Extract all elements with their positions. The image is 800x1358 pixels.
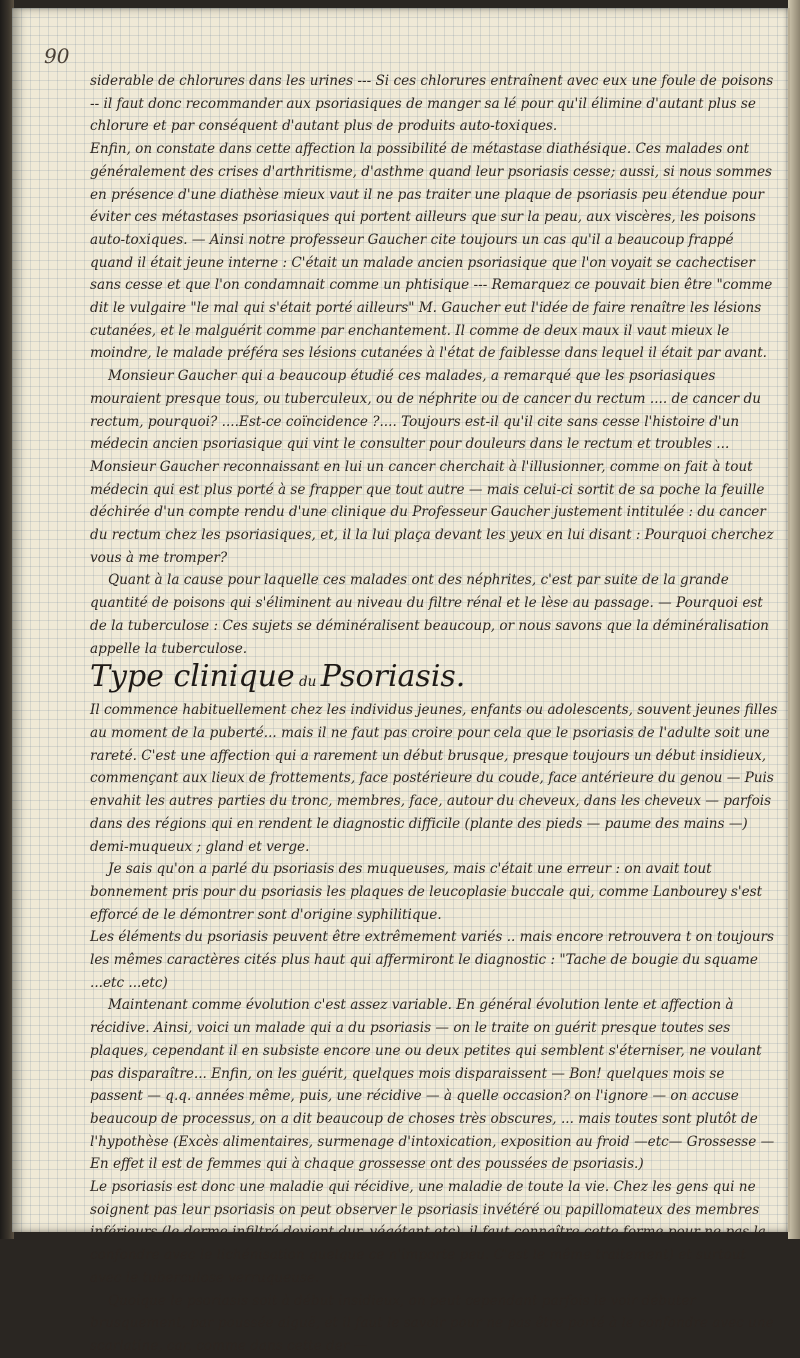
section-heading-subject: Psoriasis. xyxy=(320,659,466,695)
paragraph-elements: Les éléments du psoriasis peuvent être extrêmement variés .. mais encore retrouvera t on toujours les mêmes caractères cités plus haut qui affermiront le diagnostic : "Tache de bougie du squame ...etc ...etc) xyxy=(90,929,774,991)
page-number: 90 xyxy=(44,44,70,68)
paragraph-evolution: Maintenant comme évolution c'est assez variable. En général évolution lente et affection à récidive. Ainsi, voici un malade qui a du psoriasis — on le traite on guérit presque toutes ses plaques, cependant il en subsiste encore une ou deux petites qui semblent s'éterniser, ne voulant pas disparaître... Enfin, on les guérit, quelques mois disparaissent — Bon! quelques mois se passent — q.q. années même, puis, une récidive — à quelle occasion? on l'ignore — on accuse beaucoup de processus, on a dit beaucoup de choses très obscures, ... mais toutes sont plutôt de l'hypothèse (Excès alimentaires, surmenage d'intoxication, exposition au froid —etc— Grossesse — En effet il est de femmes qui à chaque grossesse ont des poussées de psoriasis.) xyxy=(90,997,775,1173)
paragraph-nephrites: Quant à la cause pour laquelle ces malades ont des néphrites, c'est par suite de la grande quantité de poisons qui s'éliminent au niveau du filtre rénal et le lèse au passage. — Pourquoi est de la tuberculose : Ces sujets se déminéralisent beaucoup, or nous savons que la déminéralisation appelle la tuberculose. xyxy=(90,572,769,657)
paragraph-debut-brusque: Quoique le psoriasis soit à début insidieux, on peut cependant parfois le voir débuter brusquement, par poussée aiguë, et il faut le savoir pour ne pas être porté à le confondre avec une scarlatine, car, comme dans cette der — xyxy=(90,1292,774,1354)
section-heading-connector: du xyxy=(298,674,317,691)
notebook-page xyxy=(12,8,790,1354)
handwritten-text xyxy=(90,70,780,1358)
paragraph-debut: Il commence habituellement chez les individus jeunes, enfants ou adolescents, souvent jeunes filles au moment de la puberté... mais il ne faut pas croire pour cela que le psoriasis de l'adulte soit une rareté. C'est une affection qui a rarement un début brusque, presque toujours un début insidieux, commençant aux lieux de frottements, face postérieure du coude, face antérieure du genou — Puis envahit les autres parties du tronc, membres, face, autour du cheveux, dans les cheveux — parfois dans des régions qui en rendent le diagnostic difficile (plante des pieds — paume des mains —) demi-muqueux ; gland et verge. xyxy=(90,702,778,855)
paragraph-muqueuses: Je sais qu'on a parlé du psoriasis des muqueuses, mais c'était une erreur : on avait tout bonnement pris pour du psoriasis les plaques de leucoplasie buccale qui, comme Lanbourey s'est efforcé de le démontrer sont d'origine syphilitique. xyxy=(90,861,763,923)
paragraph-chlorures: siderable de chlorures dans les urines --- Si ces chlorures entraînent avec eux une foule de poisons -- il faut donc recommander aux psoriasiques de manger sa lé pour qu'il élimine d'autant plus se chlorure et par conséquent d'autant plus de produits auto-toxiques. xyxy=(90,73,774,135)
paragraph-gaucher-cancer: Monsieur Gaucher qui a beaucoup étudié ces malades, a remarqué que les psoriasiques mouraient presque tous, ou tuberculeux, ou de néphrite ou de cancer du rectum .... de cancer du rectum, pourquoi? ....Est-ce coïncidence ?.... Toujours est-il qu'il cite sans cesse l'histoire d'un médecin ancien psoriasique qui vint le consulter pour douleurs dans le rectum et troubles ... Monsieur Gaucher reconnaissant en lui un cancer cherchait à l'illusionner, comme on fait à tout médecin qui est plus porté à se frapper que tout autre — mais celui-ci sortit de sa poche la feuille déchirée d'un compte rendu d'une clinique du Professeur Gaucher justement intitulée : du cancer du rectum chez les psoriasiques, et, il la lui plaça devant les yeux en lui disant : Pourquoi cherchez vous à me tromper? xyxy=(90,368,774,566)
section-heading-title: Type clinique xyxy=(90,659,295,695)
paragraph-recidive: Le psoriasis est donc une maladie qui récidive, une maladie de toute la vie. Chez les gens qui ne soignent pas leur psoriasis on peut observer le psoriasis invétéré ou papillomateux des membres inférieurs (le derme infiltré devient dur, végétant etc), il faut connaître cette forme pour ne pas la confondre avec le lichénisation quelque ce n'importe peu. C'est le même traitement) et surtout avec le tuberculose verruqueuse. xyxy=(90,1179,766,1286)
paragraph-metastase: Enfin, on constate dans cette affection la possibilité de métastase diathésique. Ces malades ont généralement des crises d'arthritisme, d'asthme quand leur psoriasis cesse; aussi, si nous sommes en présence d'une diathèse mieux vaut il ne pas traiter une plaque de psoriasis peu étendue pour éviter ces métastases psoriasiques qui portent ailleurs que sur la peau, aux viscères, les poisons auto-toxiques. — Ainsi notre professeur Gaucher cite toujours un cas qu'il a beaucoup frappé quand il était jeune interne : C'était un malade ancien psoriasique que l'on voyait se cachectiser sans cesse et que l'on condamnait comme un phtisique --- Remarquez ce pouvait bien être "comme dit le vulgaire "le mal qui s'était porté ailleurs" M. Gaucher eut l'idée de faire renaître les lésions cutanées, et le malguérit comme par enchantement. Il comme de deux maux il vaut mieux le moindre, le malade préféra ses lésions cutanées à l'état de faiblesse dans lequel il était par avant. xyxy=(90,141,773,362)
section-heading xyxy=(90,660,780,699)
